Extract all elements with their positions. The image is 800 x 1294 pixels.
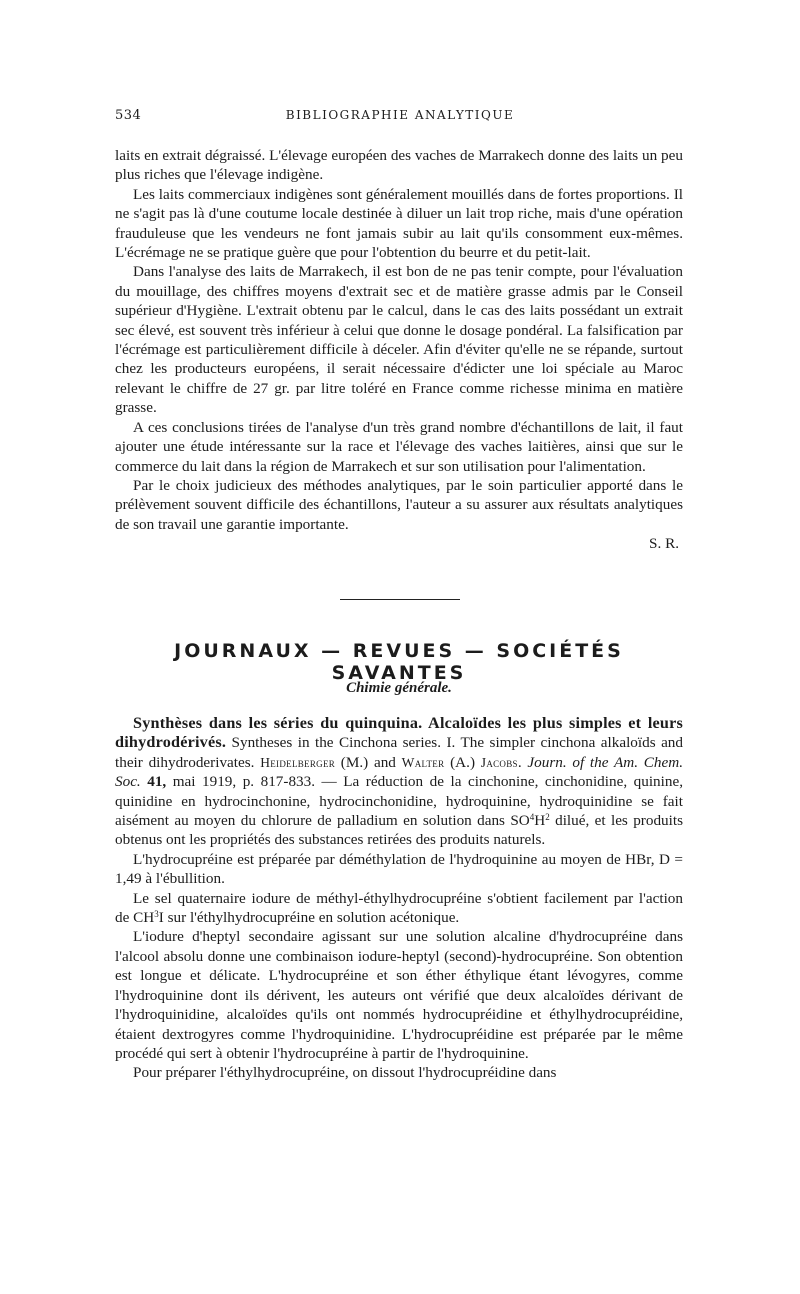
author-name: Heidelberger	[260, 754, 336, 770]
review-signature: S. R.	[649, 535, 679, 553]
formula-text: H	[534, 812, 546, 830]
article-text: I sur l'éthylhydrocupréine en solution acétonique.	[158, 909, 460, 927]
review-paragraph: Par le choix judicieux des méthodes analytiques, par le soin particulier apporté dans le prélèvement souvent difficile des échantillons, l'auteur a su assurer aux résultats analytiques de son travail une garantie importante.	[115, 476, 683, 533]
section-divider	[340, 599, 460, 600]
section-title: JOURNAUX — REVUES — SOCIÉTÉS SAVANTES	[174, 640, 624, 684]
running-title: BIBLIOGRAPHIE ANALYTIQUE	[285, 108, 515, 122]
journal-volume: 41,	[140, 773, 167, 791]
journal-name: Journ. of the Am. Chem. Soc.	[115, 753, 683, 791]
article-first-paragraph: Synthèses dans les séries du quinquina. Alcaloïdes les plus simples et leurs dihydrodérivés. Syntheses in the Cinchona series. I. The simpler cinchona alkaloïds and their dihydroderivates. Heidelberger (M.) and Walter (A.) Jacobs. Journ. of the Am. Chem. Soc. 41, mai 1919, p. 817-833. — La réduction de la cinchonine, cinchonidine, quinine, quinidine en hydrocinchonine, hydrocinchonidine, hydroquinine, hydroquinidine se fait aisément au moyen du chlorure de palladium en solution dans $SO^4H^2$ dilué, et les produits obtenus ont les propriétés des substances retirées des produits naturels.	[115, 714, 683, 849]
article-paragraph: Pour préparer l'éthylhydrocupréine, on dissout l'hydrocupréidine dans	[133, 1064, 557, 1082]
review-paragraph: Les laits commerciaux indigènes sont généralement mouillés dans de fortes proportions. Il ne s'agit pas là d'une coutume locale destinée à diluer un lait trop riche, mais d'une opération frauduleuse que les vendeurs ne font jamais subir au lait qu'ils consomment eux-mêmes. L'écrémage ne se pratique guère que pour l'obtention du beurre et du petit-lait.	[115, 185, 683, 262]
article-paragraph: L'hydrocupréine est préparée par déméthylation de l'hydroquinine au moyen de HBr, D = 1,49 à l'ébullition.	[115, 850, 683, 888]
article-abstract	[115, 714, 683, 1083]
review-continuation	[115, 146, 683, 554]
author-initial: (M.) and	[335, 753, 402, 771]
review-paragraph: Dans l'analyse des laits de Marrakech, il est bon de ne pas tenir compte, pour l'évaluation du mouillage, des chiffres moyens d'extrait sec et de matière grasse admis par le Conseil supérieur d'Hygiène. L'extrait obtenu par le calcul, dans le cas des laits possédant un extrait sec élevé, est souvent très inférieur à celui que donne le dosage pondéral. La falsification par l'écrémage est particulièrement difficile à déceler. Afin d'éviter qu'elle ne se répande, surtout chez les producteurs européens, il serait nécessaire d'édicter une loi spéciale au Maroc relevant le chiffre de 27 gr. par litre toléré en France comme richesse minima en matière grasse.	[115, 263, 683, 417]
author-initial: (A.)	[444, 753, 481, 771]
article-title: Synthèses dans les séries du quinquina. Alcaloïdes les plus simples et leurs dihydrodérivés.	[115, 714, 683, 752]
citation-text: dilué, et les produits obtenus ont les propriétés des substances retirées des produits naturels.	[115, 812, 683, 849]
subscript: 4	[529, 812, 535, 823]
review-paragraph: A ces conclusions tirées de l'analyse d'un très grand nombre d'échantillons de lait, il faut ajouter une étude intéressante sur la race et l'élevage des vaches laitières, ainsi que sur le commerce du lait dans la région de Marrakech et sur son utilisation pour l'alimentation.	[115, 418, 683, 475]
author-name: Jacobs	[480, 754, 518, 770]
subsection-title: Chimie générale.	[346, 680, 452, 696]
article-text: Le sel quaternaire iodure de méthyl-éthylhydrocupréine s'obtient facilement par l'action de CH	[115, 889, 683, 927]
page-header	[115, 108, 685, 130]
subscript: 2	[545, 812, 550, 823]
citation-text: mai 1919, p. 817-833. — La réduction de la cinchonine, cinchonidine, quinine, quinidine en hydrocinchonine, hydrocinchonidine, hydroquinine, hydroquinidine se fait aisément au moyen du chlorure de palladium en solution dans SO	[115, 773, 683, 830]
article-paragraph	[115, 889, 683, 928]
author-name: Walter	[401, 754, 445, 770]
page-number: 534	[115, 108, 142, 123]
subscript: 3	[154, 909, 159, 920]
review-paragraph: laits en extrait dégraissé. L'élevage européen des vaches de Marrakech donne des laits un peu plus riches que l'élevage indigène.	[115, 147, 683, 184]
english-title: Syntheses in the Cinchona series. I. The simpler cinchona alkaloïds and their dihydroderivates.	[115, 734, 683, 771]
article-paragraph: L'iodure d'heptyl secondaire agissant sur une solution alcaline d'hydrocupréine dans l'alcool absolu donne une combinaison iodure-heptyl (second)-hydrocupréine. Son obtention est longue et délicate. L'hydrocupréine et son éther éthylique étant lévogyres, comme l'hydroquinine dont ils dérivent, les auteurs ont vérifié que deux alcaloïdes dérivant de l'hydroquinidine, alcaloïdes qu'ils ont nommés hydrocupréidine et éthylhydrocupréidine, étaient dextrogyres comme l'hydroquinidine. L'hydrocupréidine est préparée par le même procédé qui sert à obtenir l'hydrocupréine à partir de l'hydroquinine.	[115, 928, 683, 1062]
